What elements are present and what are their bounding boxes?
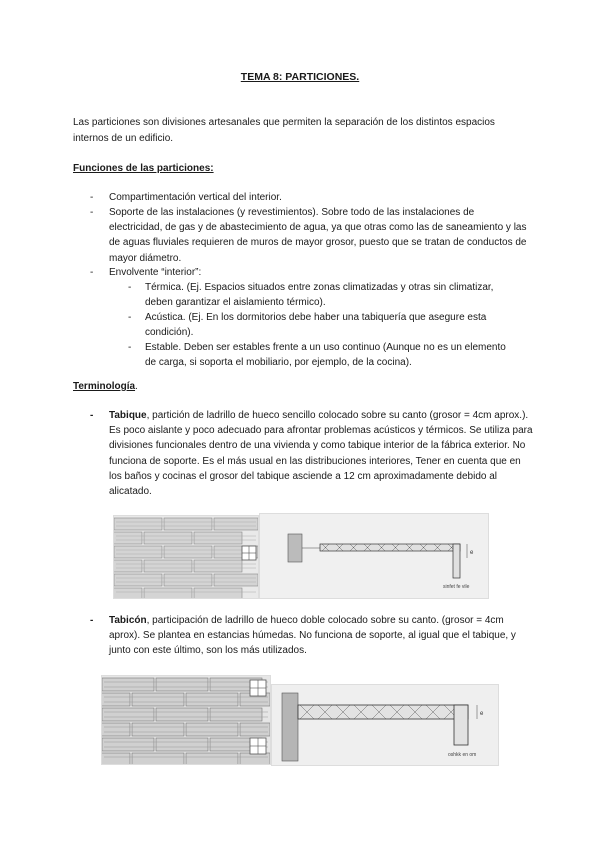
svg-text:e: e [480, 711, 484, 717]
bullet-dash: - [90, 192, 94, 203]
bullet-dash: - [128, 312, 132, 323]
tabique-wall-photo [113, 515, 259, 599]
bullet-dash: - [128, 282, 132, 293]
bullet-dash: - [128, 342, 132, 353]
term-name: Tabicón [109, 615, 147, 626]
tabicon-wall-photo [101, 675, 271, 765]
bullet-dash: - [90, 207, 94, 218]
bullet-dash: - [90, 267, 94, 278]
intro-paragraph: Las particiones son divisiones artesanales que permiten la separación de los distintos espacios internos de un edificio. [73, 117, 495, 144]
page-title: TEMA 8: PARTICIONES. [240, 71, 360, 83]
plan-caption: sinfet fe vile [443, 584, 470, 590]
bullet-dash: - [90, 410, 94, 421]
tabique-plan-drawing [259, 513, 489, 599]
tabicon-plan-drawing [271, 684, 499, 766]
svg-text:e: e [470, 550, 474, 556]
functions-heading: Funciones de las particiones: [73, 163, 214, 174]
terminology-heading: Terminología. [73, 381, 138, 392]
bullet-dash: - [90, 615, 94, 626]
plan-caption: oshkk en om [448, 752, 477, 758]
term-name: Tabique [109, 410, 147, 421]
